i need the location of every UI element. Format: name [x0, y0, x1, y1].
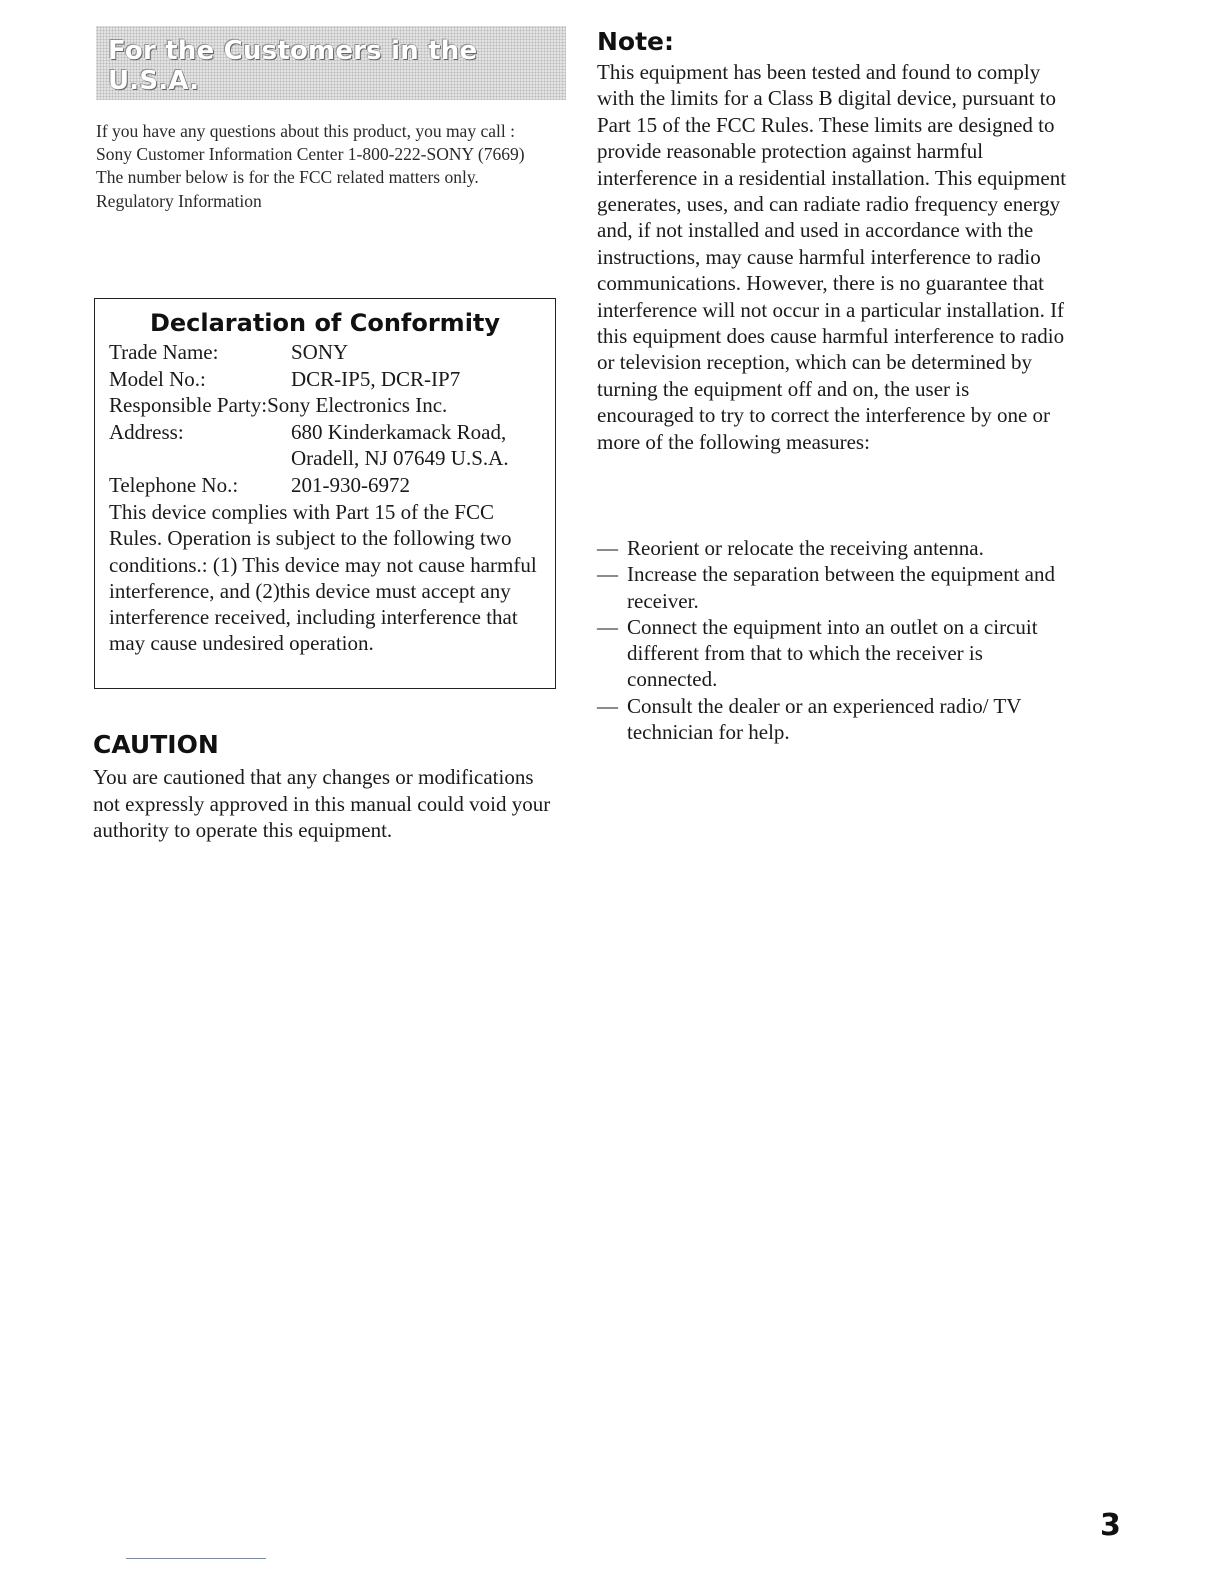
caution-text: You are cautioned that any changes or modifications not expressly approved in this manual could void your authority to operate this equipment. [93, 765, 551, 843]
intro-line: Regulatory Information [96, 190, 262, 211]
measures-list [597, 535, 1067, 745]
field-value: 680 Kinderkamack Road, [291, 419, 507, 444]
field-value: Sony Electronics Inc. [267, 393, 448, 418]
dash-bullet: — [597, 536, 618, 560]
dash-bullet: — [597, 614, 618, 639]
field-label: Telephone No.: [109, 472, 239, 497]
declaration-row [109, 419, 549, 446]
declaration-box [94, 298, 556, 689]
intro-line: The number below is for the FCC related matters only. [96, 167, 479, 188]
declaration-fields [109, 339, 549, 499]
declaration-row [109, 392, 549, 419]
declaration-row [109, 445, 549, 472]
compliance-statement: This device complies with Part 15 of the FCC Rules. Operation is subject to the following two conditions.: (1) This device may not cause harmful interference, and (2)this device must accept any interference received, including interference that may cause undesired operation. [109, 500, 537, 656]
list-item [597, 693, 1067, 746]
page-number: 3 [1100, 1508, 1121, 1543]
measure-text: Connect the equipment into an outlet on a circuit different from that to which the receiver is connected. [627, 614, 1038, 692]
intro-line: If you have any questions about this product, you may call : [96, 121, 515, 141]
field-label: Address: [109, 419, 184, 444]
field-value: 201-930-6972 [291, 472, 410, 497]
list-item [597, 614, 1067, 693]
measure-text: Consult the dealer or an experienced radio/ TV technician for help. [627, 693, 1022, 745]
note-heading: Note: [597, 27, 675, 56]
field-label [109, 445, 291, 472]
caution-heading: CAUTION [93, 730, 219, 759]
note-text: This equipment has been tested and found to comply with the limits for a Class B digital device, pursuant to Part 15 of the FCC Rules. These limits are designed to provide reasonable protection against harmful interference in a residential installation. This equipment generates, uses, and can radiate radio frequency energy and, if not installed and used in accordance with the instructions, may cause harmful interference to radio communications. However, there is no guarantee that interference will not occur in a particular installation. If this equipment does cause harmful interference to radio or television reception, which can be determined by turning the equipment off and on, the user is encouraged to try to correct the interference by one or more of the following measures: [597, 60, 1067, 454]
field-label: Responsible Party: [109, 393, 268, 418]
field-value: Oradell, NJ 07649 U.S.A. [291, 446, 509, 471]
banner-title: For the Customers in the U.S.A. [108, 36, 478, 96]
dash-bullet: — [597, 693, 618, 718]
field-value: DCR-IP5, DCR-IP7 [291, 366, 461, 391]
list-item [597, 561, 1067, 614]
declaration-row [109, 472, 549, 499]
field-label: Model No.: [109, 366, 206, 391]
field-label: Trade Name: [109, 340, 219, 364]
list-item [597, 535, 1067, 561]
declaration-row [109, 366, 549, 393]
intro-block [96, 120, 556, 213]
intro-line: Sony Customer Information Center 1-800-222-SONY (7669) [96, 144, 525, 165]
footer-rule [126, 1558, 266, 1559]
field-value: SONY [291, 340, 349, 364]
dash-bullet: — [597, 562, 618, 587]
declaration-title: Declaration of Conformity [149, 309, 501, 337]
measure-text: Reorient or relocate the receiving antenna. [627, 536, 984, 560]
measure-text: Increase the separation between the equipment and receiver. [627, 562, 1055, 613]
declaration-row [109, 339, 549, 366]
